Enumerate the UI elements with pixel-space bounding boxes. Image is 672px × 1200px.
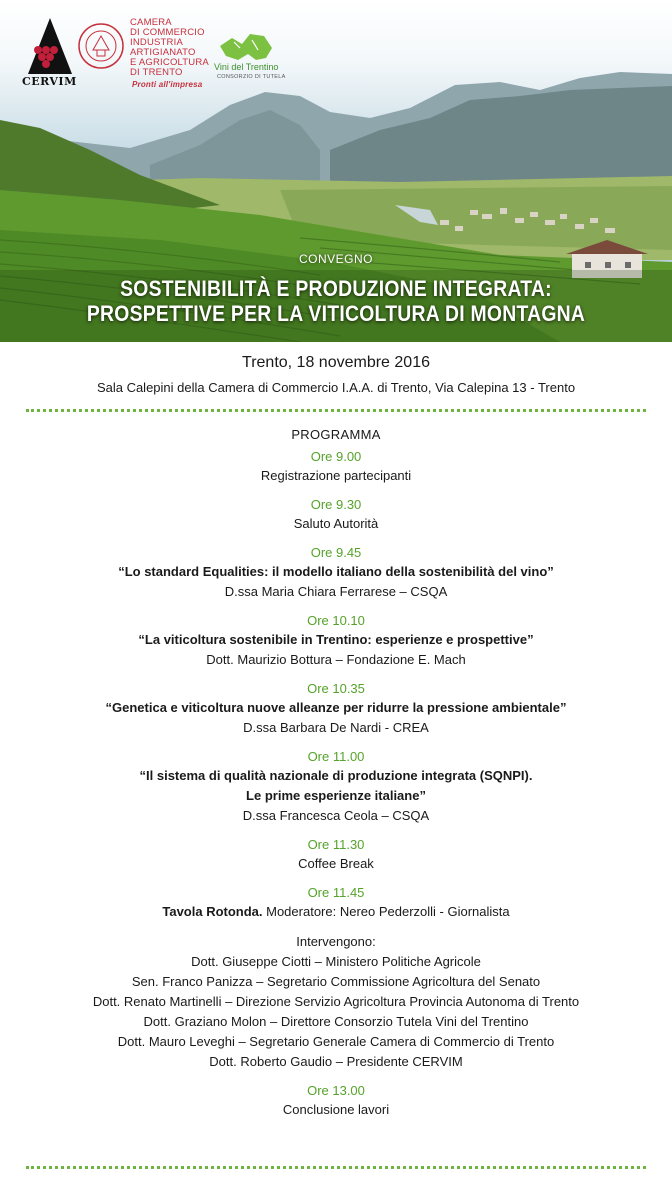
vini-del-trentino-label: Vini del Trentino [214,62,279,72]
logos-row [0,0,672,100]
hero-text [0,250,672,326]
program-time: Ore 9.00 [310,449,362,464]
cervim-logo-label: CERVIM [22,75,77,88]
intervention-speaker: Dott. Mauro Leveghi – Segretario Generale Camera di Commercio di Trento [117,1034,555,1049]
program-time: Ore 10.35 [307,681,365,696]
event-title-line: SOSTENIBILITÀ E PRODUZIONE INTEGRATA: [120,276,552,301]
program-item [0,836,672,874]
hero-banner [0,0,672,342]
intervention-speaker: Dott. Graziano Molon – Direttore Consorzio Tutela Vini del Trentino [143,1014,529,1029]
program-content [0,342,672,1130]
program-title: Saluto Autorità [293,516,379,531]
intervention-speaker: Dott. Roberto Gaudio – Presidente CERVIM [209,1054,463,1069]
program-item [0,448,672,486]
program-item [0,544,672,602]
chamber-line: ARTIGIANATO [130,47,196,58]
dotted-divider [26,409,646,412]
dotted-divider-bottom [26,1166,646,1169]
round-table-label: Tavola Rotonda. [162,904,263,919]
program-speaker: D.ssa Barbara De Nardi - CREA [243,720,429,735]
program-item [0,884,672,922]
program-title: “La viticoltura sostenibile in Trentino: esperienze e prospettive” [138,632,534,647]
intervention-speaker: Sen. Franco Panizza – Segretario Commissione Agricoltura del Senato [131,974,541,989]
program-title: “Il sistema di qualità nazionale di produzione integrata (SQNPI). [139,768,533,783]
program-list [0,448,672,1120]
interventions-block [0,932,672,1072]
chamber-line: DI COMMERCIO [130,27,205,38]
event-date: Trento, 18 novembre 2016 [242,354,430,371]
program-time: Ore 9.45 [310,545,362,560]
chamber-tagline: Pronti all'impresa [132,80,203,89]
program-time: Ore 13.00 [307,1083,365,1098]
program-time: Ore 11.00 [307,749,365,764]
interventions-label: Intervengono: [296,934,376,949]
program-title-continued: Le prime esperienze italiane” [246,788,426,803]
chamber-line: INDUSTRIA [130,37,183,48]
event-venue: Sala Calepini della Camera di Commercio I.A.A. di Trento, Via Calepina 13 - Trento [96,380,576,395]
program-title: “Genetica e viticoltura nuove alleanze per ridurre la pressione ambientale” [105,700,567,715]
program-time: Ore 11.30 [307,837,365,852]
chamber-line: CAMERA [130,17,172,28]
event-type-label: CONVEGNO [298,252,373,266]
program-time: Ore 11.45 [307,885,365,900]
program-speaker: D.ssa Francesca Ceola – CSQA [242,808,430,823]
program-item [0,680,672,738]
event-title-line: PROSPETTIVE PER LA VITICOLTURA DI MONTAGNA [86,301,586,326]
program-title: “Lo standard Equalities: il modello italiano della sostenibilità del vino” [118,564,554,579]
program-item [0,612,672,670]
chamber-line: E AGRICOLTURA [130,57,209,68]
program-speaker: D.ssa Maria Chiara Ferrarese – CSQA [224,584,448,599]
vini-del-trentino-sublabel: CONSORZIO DI TUTELA [217,74,286,80]
program-title: Conclusione lavori [282,1102,390,1117]
program-title: Coffee Break [298,856,374,871]
chamber-line: DI TRENTO [130,67,183,78]
round-table-moderator: Moderatore: Nereo Pederzolli - Giornalista [262,904,510,919]
program-time: Ore 10.10 [307,613,365,628]
intervention-speaker: Dott. Renato Martinelli – Direzione Servizio Agricoltura Provincia Autonoma di Trento [92,994,580,1009]
program-heading: PROGRAMMA [291,427,381,442]
program-title [0,902,672,922]
program-time: Ore 9.30 [310,497,362,512]
program-speaker: Dott. Maurizio Bottura – Fondazione E. Mach [206,652,466,667]
event-title [40,276,631,326]
intervention-speaker: Dott. Giuseppe Ciotti – Ministero Politiche Agricole [191,954,481,969]
program-item [0,496,672,534]
program-title: Registrazione partecipanti [260,468,412,483]
program-item-closing [0,1082,672,1120]
chamber-seal-icon [77,22,125,70]
program-item [0,748,672,826]
